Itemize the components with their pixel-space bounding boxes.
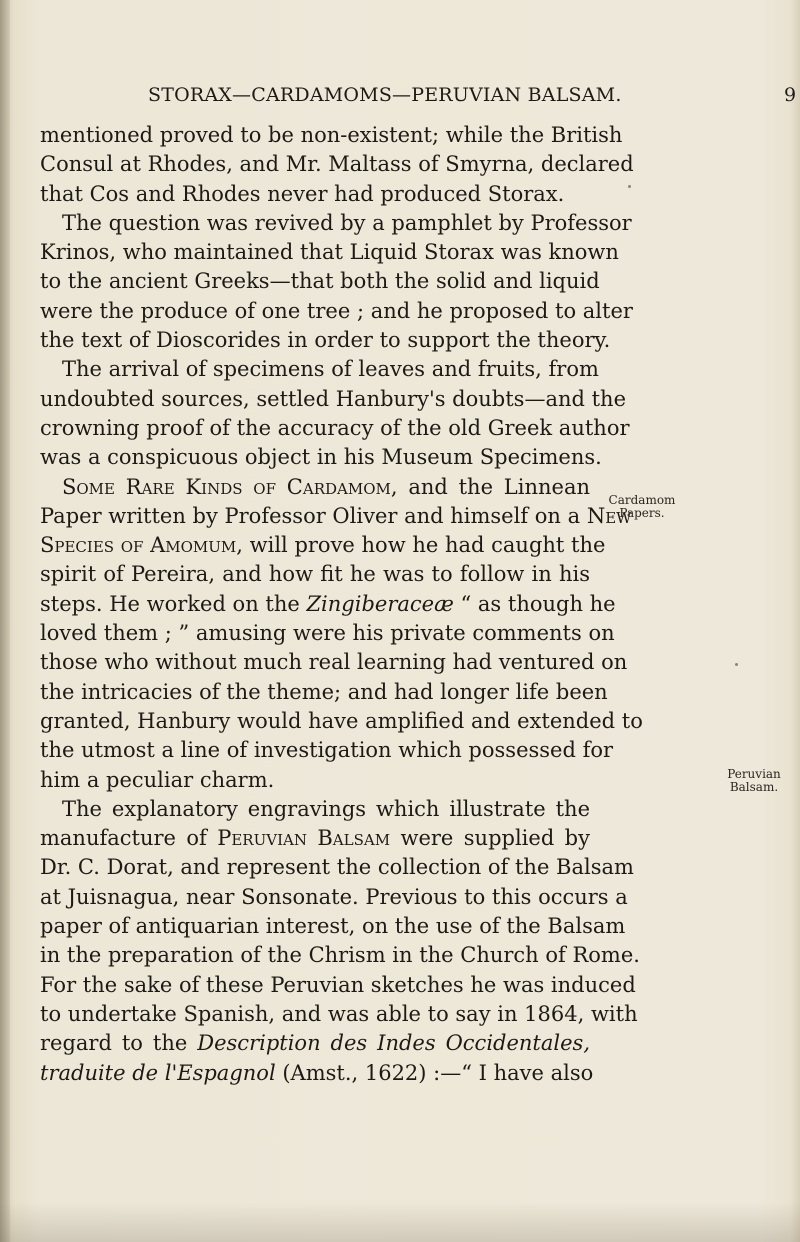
- text-line: [40, 1029, 590, 1058]
- margin-note-peruvian: [714, 768, 794, 794]
- text-line: that Cos and Rhodes never had produced Storax.: [40, 181, 565, 206]
- text-line: Consul at Rhodes, and Mr. Maltass of Smyrna, declared: [40, 152, 634, 177]
- text-line: [40, 824, 590, 853]
- small-caps-title: Some Rare Kinds of Cardamom,: [62, 474, 398, 499]
- margin-note-line: Cardamom: [608, 493, 676, 507]
- text-line: The question was revived by a pamphlet by Professor: [62, 210, 632, 235]
- text-line: those who without much real learning had ventured on: [40, 650, 628, 675]
- text-line: [40, 590, 616, 619]
- text-fragment: (Amst., 1622) :—“ I have also: [275, 1060, 594, 1085]
- text-line: For the sake of these Peruvian sketches he was induced: [40, 972, 636, 997]
- margin-note-line: Balsam.: [729, 780, 779, 794]
- italic-title: traduite de l'Espagnol: [40, 1060, 276, 1085]
- text-fragment: were supplied by: [390, 826, 590, 851]
- paper-speck: [628, 185, 631, 188]
- page-bottom-shadow: [0, 1202, 800, 1242]
- binding-gutter: [0, 0, 10, 1242]
- text-line: paper of antiquarian interest, on the use of the Balsam: [40, 914, 626, 939]
- text-line: Krinos, who maintained that Liquid Storax was known: [40, 240, 619, 265]
- text-line: The explanatory engravings which illustrate the: [62, 796, 590, 821]
- small-caps-title: New: [586, 503, 632, 528]
- text-line: in the preparation of the Chrism in the Church of Rome.: [40, 943, 640, 968]
- text-line: the text of Dioscorides in order to support the theory.: [40, 328, 611, 353]
- text-line: [40, 1059, 594, 1088]
- text-line: [40, 473, 590, 502]
- text-line: granted, Hanbury would have amplified and extended to: [40, 708, 643, 733]
- italic-title: Description des Indes Occidentales,: [197, 1031, 590, 1056]
- text-line: crowning proof of the accuracy of the old Greek author: [40, 415, 630, 440]
- text-line: mentioned proved to be non-existent; while the British: [40, 123, 623, 147]
- margin-note-line: Peruvian: [727, 767, 781, 781]
- text-fragment: regard to the: [40, 1031, 198, 1056]
- text-line: the utmost a line of investigation which possessed for: [40, 738, 614, 763]
- text-line: the intricacies of the theme; and had longer life been: [40, 679, 608, 704]
- text-line: [40, 531, 606, 560]
- text-line: to undertake Spanish, and was able to say in 1864, with: [40, 1001, 638, 1026]
- text-line: [40, 502, 632, 531]
- text-line: Dr. C. Dorat, and represent the collection of the Balsam: [40, 855, 634, 880]
- text-fragment: will prove how he had caught the: [242, 533, 606, 558]
- text-line: spirit of Pereira, and how fit he was to follow in his: [40, 562, 590, 587]
- text-line: undoubted sources, settled Hanbury's doubts—and the: [40, 386, 627, 411]
- italic-term: Zingiberaceæ: [306, 591, 454, 616]
- text-line: were the produce of one tree ; and he proposed to alter: [40, 298, 633, 323]
- text-line: him a peculiar charm.: [40, 767, 275, 792]
- text-line: to the ancient Greeks—that both the solid and liquid: [40, 269, 600, 294]
- margin-note-line: Papers.: [619, 506, 665, 520]
- text-line: at Juisnagua, near Sonsonate. Previous to this occurs a: [40, 884, 628, 909]
- paper-speck: [735, 663, 738, 666]
- running-title: STORAX—CARDAMOMS—PERUVIAN BALSAM.: [148, 84, 622, 106]
- text-fragment: and the Linnean: [397, 474, 590, 499]
- text-fragment: “ as though he: [453, 591, 616, 616]
- text-line: The arrival of specimens of leaves and fruits, from: [62, 357, 599, 382]
- page-number: 9: [784, 84, 797, 106]
- margin-note-cardamom: [603, 494, 681, 520]
- text-fragment: manufacture of: [40, 826, 218, 851]
- small-caps-title: Species of Amomum,: [40, 533, 243, 558]
- text-line: was a conspicuous object in his Museum Specimens.: [40, 445, 602, 470]
- small-caps-title: Peruvian Balsam: [217, 826, 391, 851]
- text-fragment: Paper written by Professor Oliver and himself on a: [40, 503, 587, 528]
- text-line: loved them ; ” amusing were his private comments on: [40, 621, 615, 646]
- text-fragment: steps. He worked on the: [40, 591, 307, 616]
